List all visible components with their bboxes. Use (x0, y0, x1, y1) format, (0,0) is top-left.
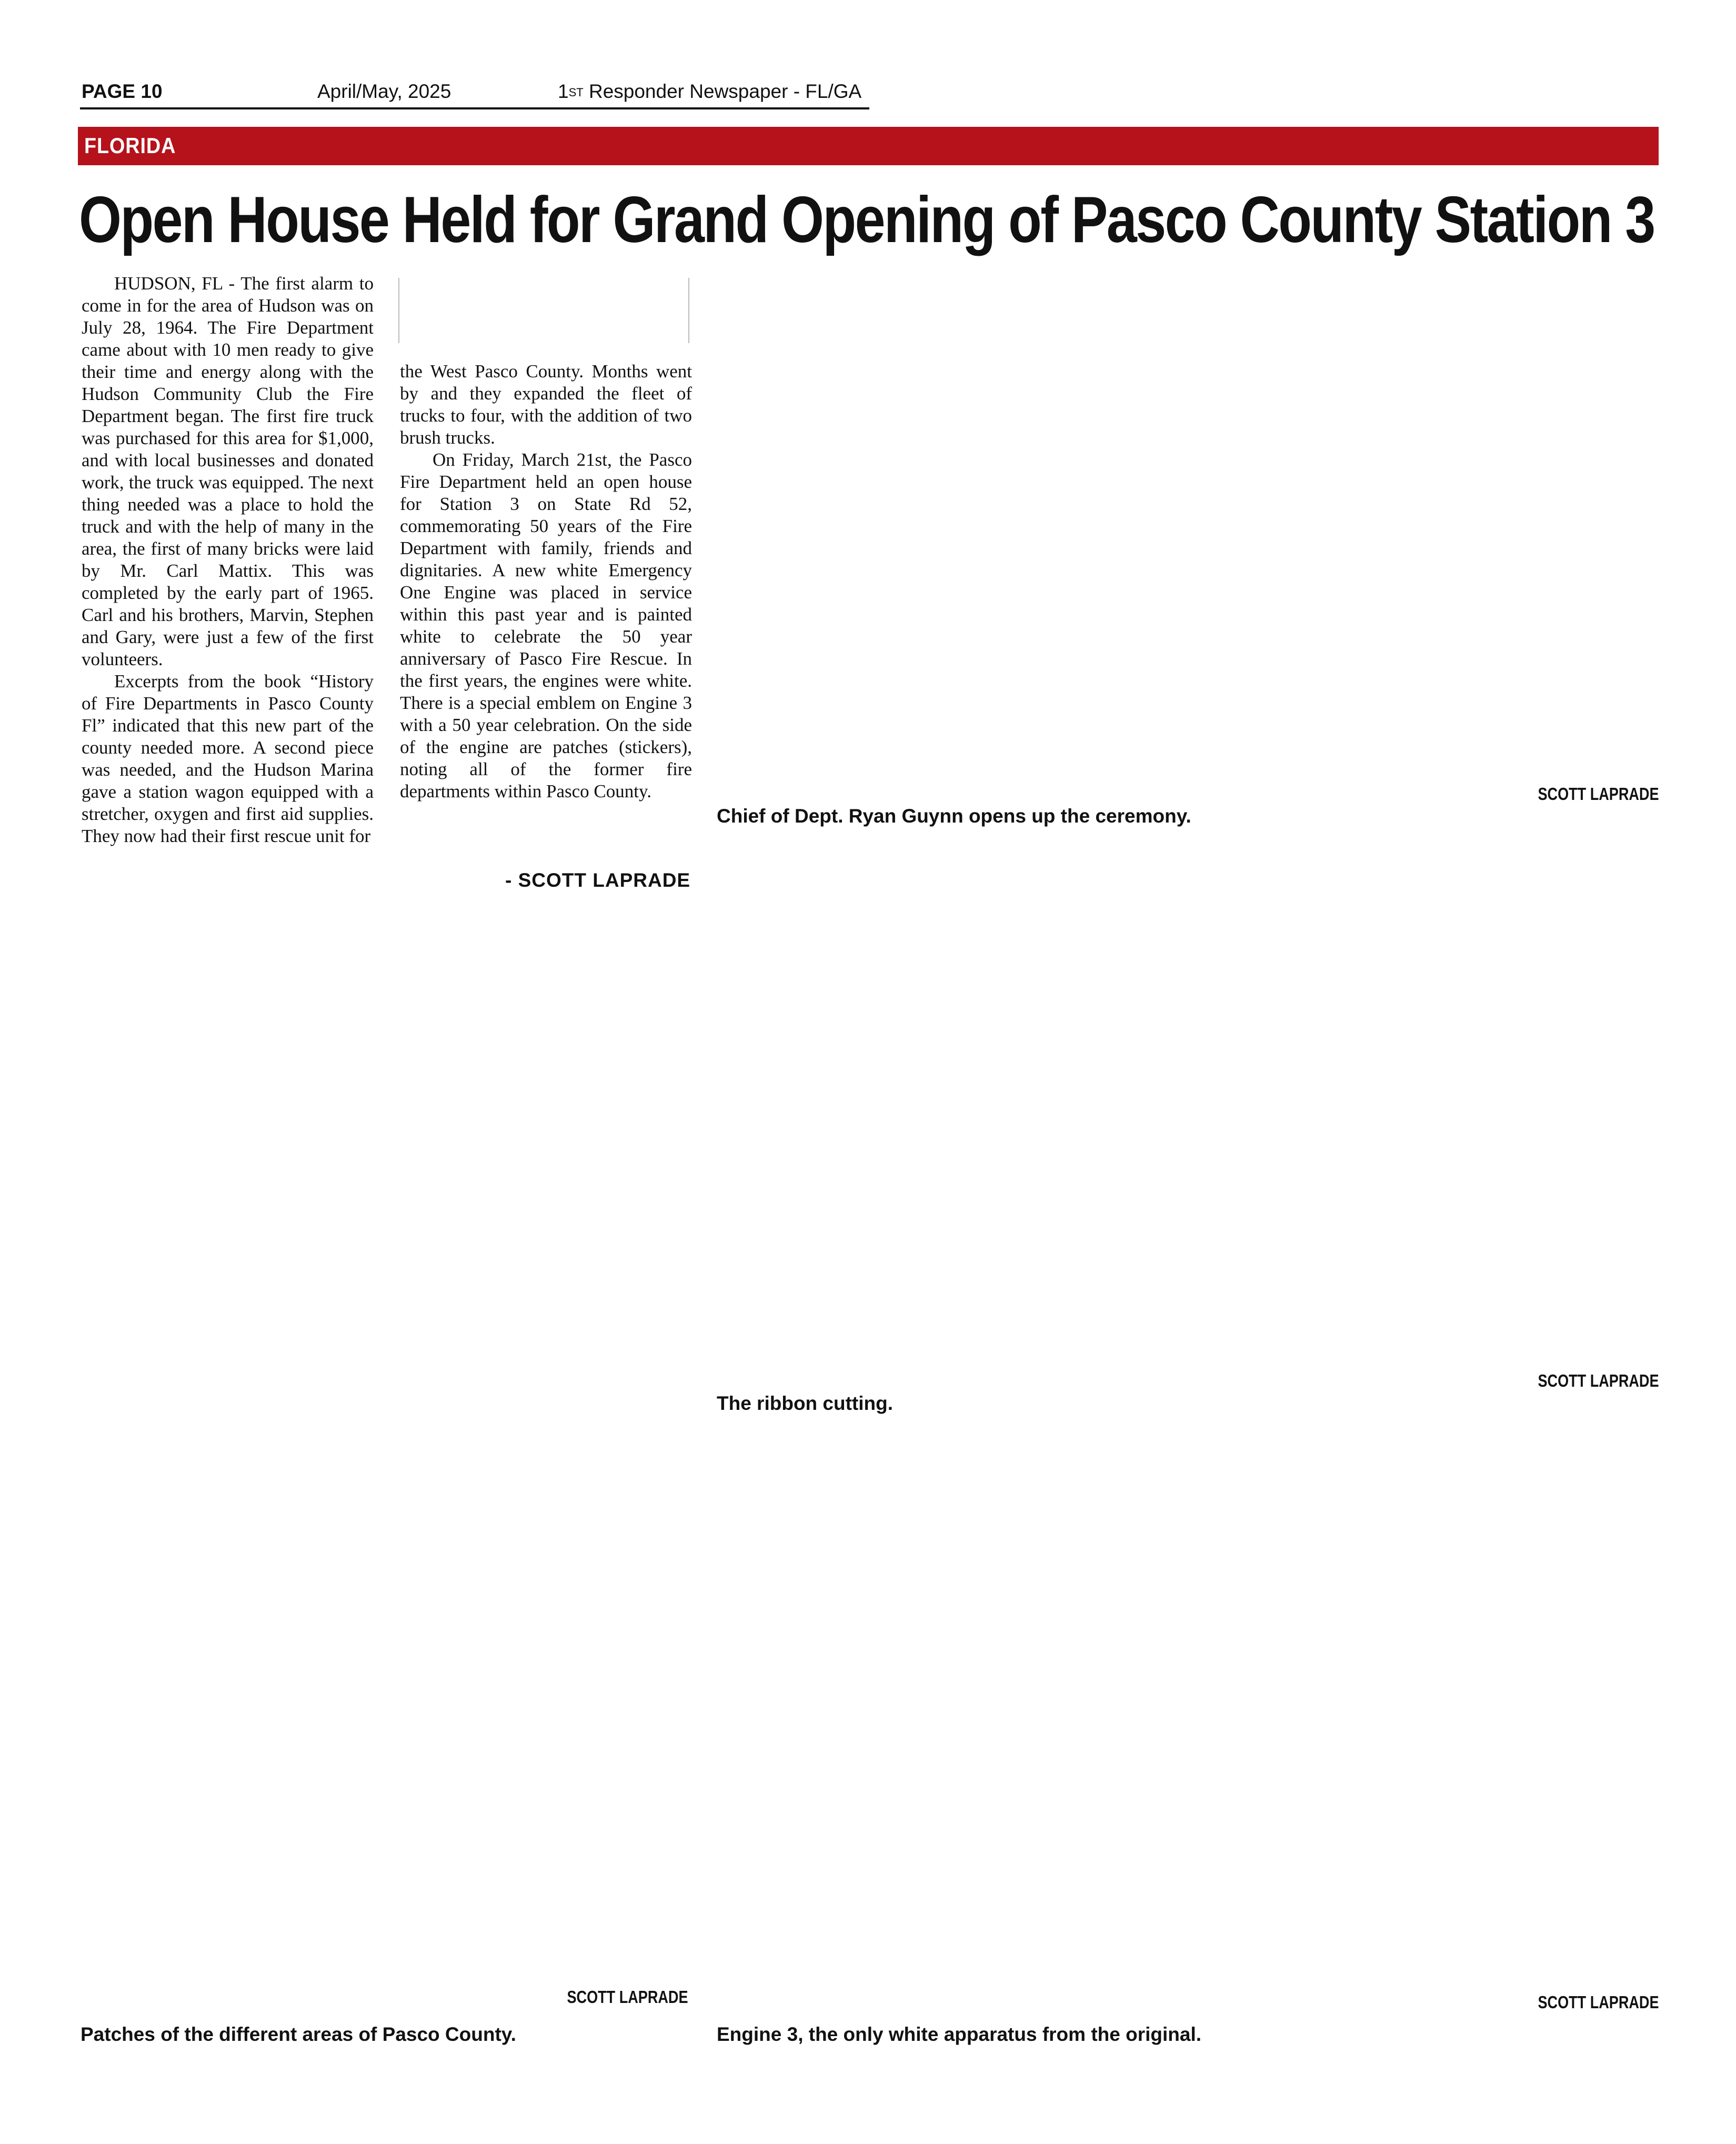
inset-photo-border-right (688, 278, 689, 343)
article-paragraph: On Friday, March 21st, the Pasco Fire Department held an open house for Station 3 on State Rd 52, commemorating 50 years of the Fire Department with family, friends and dignitaries. A new white Emergency One Engine was placed in service within this past year and is painted white to celebrate the 50 year anniversary of Pasco Fire Rescue. In the first years, the engines were white. There is a special emblem on Engine 3 with a 50 year celebration. On the side of the engine are patches (stickers), noting all of the former fire departments within Pasco County. (400, 449, 692, 802)
header-rule (80, 107, 869, 109)
photo-credit: SCOTT LAPRADE (1537, 784, 1659, 804)
photo-caption: Engine 3, the only white apparatus from the original. (717, 2023, 1202, 2045)
section-bar (78, 127, 1659, 165)
article-column-1 (82, 273, 374, 847)
article-byline: - SCOTT LAPRADE (505, 869, 691, 891)
newspaper-name-superscript: ST (568, 86, 584, 99)
article-paragraph: the West Pasco County. Months went by and they expanded the fleet of trucks to four, with the addition of two brush trucks. (400, 361, 692, 448)
newspaper-name (558, 80, 861, 103)
photo-caption: Chief of Dept. Ryan Guynn opens up the ceremony. (717, 805, 1191, 827)
newspaper-name-rest: Responder Newspaper - FL/GA (583, 81, 862, 102)
article-paragraph: HUDSON, FL - The first alarm to come in for the area of Hudson was on July 28, 1964. The Fire Department came about with 10 men ready to give their time and energy along with the Hudson Community Club the Fire Department began. The first fire truck was purchased for this area for $1,000, and with local businesses and donated work, the truck was equipped. The next thing needed was a place to hold the truck and with the help of many in the area, the first of many bricks were laid by Mr. Carl Mattix. This was completed by the early part of 1965. Carl and his brothers, Marvin, Stephen and Gary, were just a few of the first volunteers. (82, 273, 374, 669)
photo-chief-ceremony (717, 274, 1659, 784)
newspaper-name-prefix: 1 (558, 81, 569, 102)
photo-patches (80, 895, 688, 1984)
photo-caption: The ribbon cutting. (717, 1392, 894, 1414)
article-column-2 (400, 360, 692, 803)
photo-credit: SCOTT LAPRADE (1537, 1992, 1659, 2012)
photo-credit: SCOTT LAPRADE (1537, 1371, 1659, 1390)
issue-date: April/May, 2025 (317, 81, 451, 102)
inset-photo-border-left (398, 278, 399, 343)
article-paragraph: Excerpts from the book “History of Fire Departments in Pasco County Fl” indicated that this new part of the county needed more. A second piece was needed, and the Hudson Marina gave a station wagon equipped with a stretcher, oxygen and first aid supplies. They now had their first rescue unit for (82, 671, 374, 846)
photo-credit: SCOTT LAPRADE (566, 1987, 688, 2007)
photo-ribbon-cutting (717, 863, 1659, 1368)
section-label: FLORIDA (84, 133, 176, 158)
photo-engine-3 (717, 1442, 1659, 1989)
article-headline: Open House Held for Grand Opening of Pasco County Station 3 (79, 184, 1654, 256)
photo-caption: Patches of the different areas of Pasco County. (81, 2023, 516, 2045)
page-number: PAGE 10 (82, 81, 163, 102)
inset-photo (398, 278, 689, 343)
